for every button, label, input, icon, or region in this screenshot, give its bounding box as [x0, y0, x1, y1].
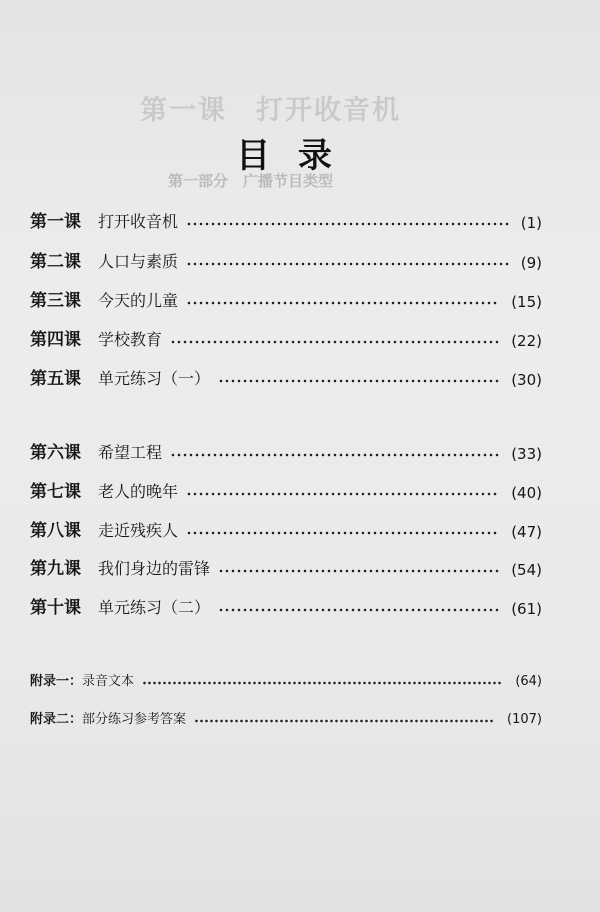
lesson-title: 走近残疾人 — [98, 521, 179, 540]
lesson-number: 第一课 — [30, 212, 81, 232]
lesson-number: 第九课 — [30, 559, 81, 579]
dot-leader — [186, 221, 509, 227]
lesson-number: 第三课 — [30, 291, 81, 311]
dot-leader — [170, 452, 499, 458]
page-number: (15) — [511, 293, 542, 311]
dot-leader — [218, 568, 499, 574]
lesson-title: 今天的儿童 — [98, 291, 179, 310]
page-title: 目 录 — [236, 136, 340, 176]
toc-entry — [30, 324, 542, 350]
lesson-number: 第十课 — [30, 598, 81, 618]
lesson-title: 希望工程 — [98, 443, 163, 462]
toc-entry — [30, 363, 542, 389]
page-number: (40) — [511, 484, 542, 502]
toc-entry — [30, 476, 542, 502]
toc-appendix-entry — [30, 705, 542, 727]
lesson-title: 学校教育 — [98, 330, 163, 349]
dot-leader — [186, 530, 499, 536]
bleed-through-section-heading: 第一部分 广播节目类型 — [168, 172, 334, 190]
lesson-number: 第二课 — [30, 252, 81, 272]
page-number: (61) — [511, 600, 542, 618]
lesson-title: 人口与素质 — [98, 252, 179, 271]
dot-leader — [186, 491, 499, 497]
dot-leader — [186, 300, 499, 306]
toc-entry — [30, 246, 542, 272]
dot-leader — [194, 718, 495, 724]
appendix-title: 录音文本 — [82, 674, 135, 689]
dot-leader — [170, 339, 499, 345]
bleed-through-lesson-heading: 第一课 打开收音机 — [140, 95, 401, 126]
dot-leader — [218, 607, 499, 613]
page-number: (1) — [520, 214, 542, 232]
page-number: (107) — [507, 712, 542, 727]
lesson-title: 单元练习（一） — [98, 369, 211, 388]
lesson-title: 老人的晚年 — [98, 482, 179, 501]
toc-entry — [30, 437, 542, 463]
lesson-title: 我们身边的雷锋 — [98, 559, 211, 578]
toc-entry — [30, 285, 542, 311]
page-number: (64) — [515, 674, 542, 689]
dot-leader — [142, 680, 503, 686]
page-number: (22) — [511, 332, 542, 350]
page-number: (9) — [520, 254, 542, 272]
lesson-title: 单元练习（二） — [98, 598, 211, 617]
toc-appendix-entry — [30, 667, 542, 689]
lesson-number: 第五课 — [30, 369, 81, 389]
dot-leader — [218, 378, 499, 384]
appendix-number: 附录二： — [30, 712, 83, 727]
lesson-number: 第八课 — [30, 521, 81, 541]
lesson-number: 第七课 — [30, 482, 81, 502]
dot-leader — [186, 261, 509, 267]
page-number: (30) — [511, 371, 542, 389]
page-number: (33) — [511, 445, 542, 463]
toc-entry — [30, 592, 542, 618]
toc-entry — [30, 206, 542, 232]
appendix-title: 部分练习参考答案 — [82, 712, 187, 727]
page-number: (47) — [511, 523, 542, 541]
toc-entry — [30, 553, 542, 579]
lesson-number: 第六课 — [30, 443, 81, 463]
page-number: (54) — [511, 561, 542, 579]
toc-entry — [30, 515, 542, 541]
lesson-title: 打开收音机 — [98, 212, 179, 231]
lesson-number: 第四课 — [30, 330, 81, 350]
appendix-number: 附录一： — [30, 674, 83, 689]
